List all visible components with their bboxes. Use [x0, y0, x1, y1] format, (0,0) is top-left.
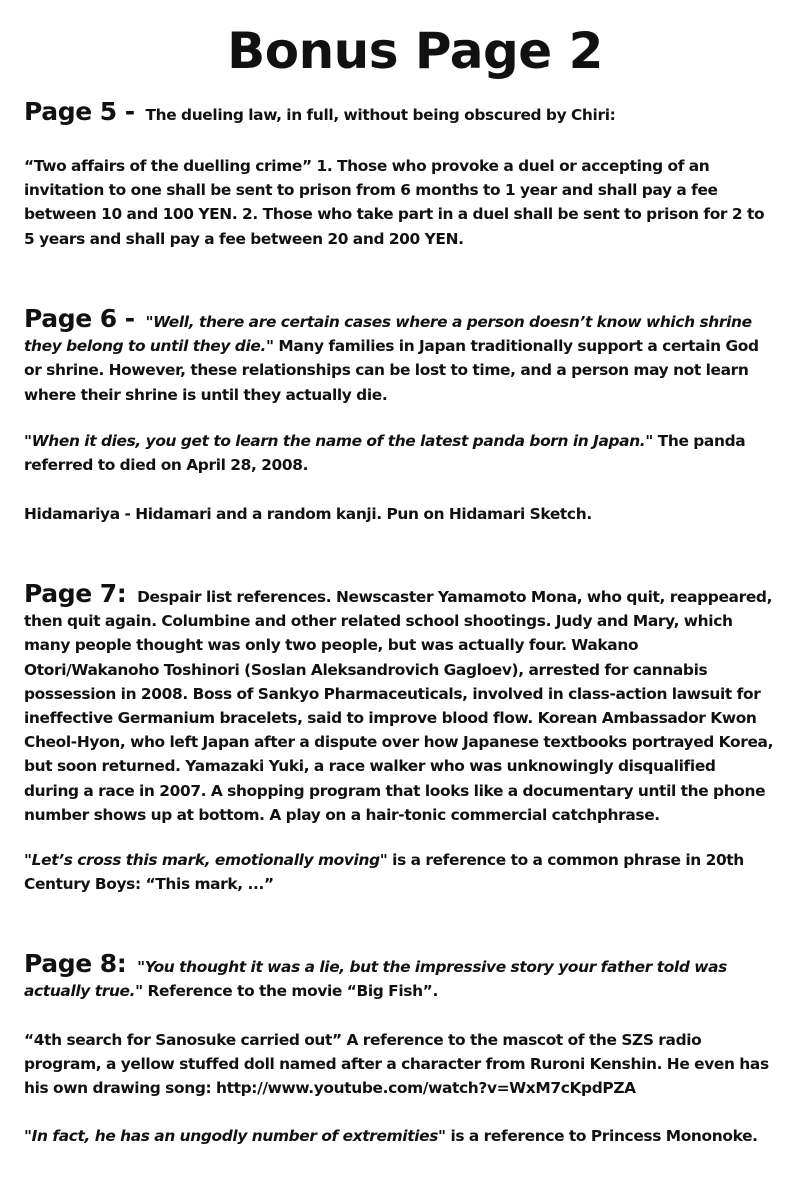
page8-text1: Reference to the movie “Big Fish”. — [147, 982, 438, 1001]
page7-quote: "Let’s cross this mark, emotionally moving" — [24, 851, 388, 869]
page7-heading: Page 7: — [24, 579, 127, 608]
page-title: Bonus Page 2 — [227, 22, 603, 80]
page5-law: “Two affairs of the duelling crime” 1. Those who provoke a duel or accepting of an invitation to one shall be sent to prison from 6 months to 1 year and shall pay a fee between 10 and 100 YEN. 2. Those who take part in a duel shall be sent to prison for 2 to 5 years and shall pay a fee between 20 and 200 YEN. — [24, 157, 765, 248]
page8-section — [24, 949, 774, 1003]
page6-text2: The panda referred to died on April 28, 2008. — [24, 432, 746, 475]
page7-text: Despair list references. Newscaster Yamamoto Mona, who quit, reappeared, then quit again. Columbine and other related school shootings. Judy and Mary, which many people thought was only two people, but was actually four. Wakano Otori/Wakanoho Toshinori (Soslan Aleksandrovich Gagloev), arrested for cannabis possession in 2008. Boss of Sankyo Pharmaceuticals, involved in class-action lawsuit for ineffective Germanium bracelets, said to improve blood flow. Korean Ambassador Kwon Cheol-Hyon, who left Japan after a dispute over how Japanese textbooks portrayed Korea, but soon returned. Yamazaki Yuki, a race walker who was unknowingly disqualified during a race in 2007. A shopping program that looks like a documentary until the phone number shows up at bottom. A play on a hair-tonic commercial catchphrase. — [24, 588, 774, 824]
page6-quote2: "When it dies, you get to learn the name of the latest panda born in Japan." — [24, 432, 653, 450]
page8-sanosuke-block — [24, 1028, 774, 1101]
page8-text2: “4th search for Sanosuke carried out” A reference to the mascot of the SZS radio program, a yellow stuffed doll named after a character from Ruroni Kenshin. He even has his own drawing song: http://www.youtube.com/watch?v=WxM7cKpdPZA — [24, 1031, 769, 1098]
page8-text3: is a reference to Princess Mononoke. — [450, 1127, 758, 1145]
page5-law-block — [24, 154, 774, 251]
page6-note: Hidamariya - Hidamari and a random kanji. Pun on Hidamari Sketch. — [24, 505, 592, 523]
page6-quote1: "Well, there are certain cases where a person doesn’t know which shrine they belong to until they die." — [24, 313, 752, 356]
page6-note-block — [24, 502, 774, 526]
page8-heading: Page 8: — [24, 949, 127, 978]
page5-intro: The dueling law, in full, without being obscured by Chiri: — [145, 106, 616, 124]
page6-panda-block — [24, 429, 774, 477]
page7-section — [24, 579, 774, 827]
page5-section — [24, 97, 774, 127]
page8-mononoke-block — [24, 1124, 774, 1148]
page7-quote-block — [24, 848, 774, 896]
page7-text2: is a reference to a common phrase in 20th Century Boys: “This mark, ...” — [24, 851, 744, 894]
page6-heading: Page 6 - — [24, 304, 135, 333]
page6-section — [24, 304, 774, 407]
page5-heading: Page 5 - — [24, 97, 135, 126]
page8-quote1: "You thought it was a lie, but the impressive story your father told was actually true." — [24, 958, 727, 1001]
page6-text1: Many families in Japan traditionally support a certain God or shrine. However, these relationships can be lost to time, and a person may not learn where their shrine is until they actually die. — [24, 337, 759, 404]
page8-quote2: "In fact, he has an ungodly number of extremities" — [24, 1127, 446, 1145]
